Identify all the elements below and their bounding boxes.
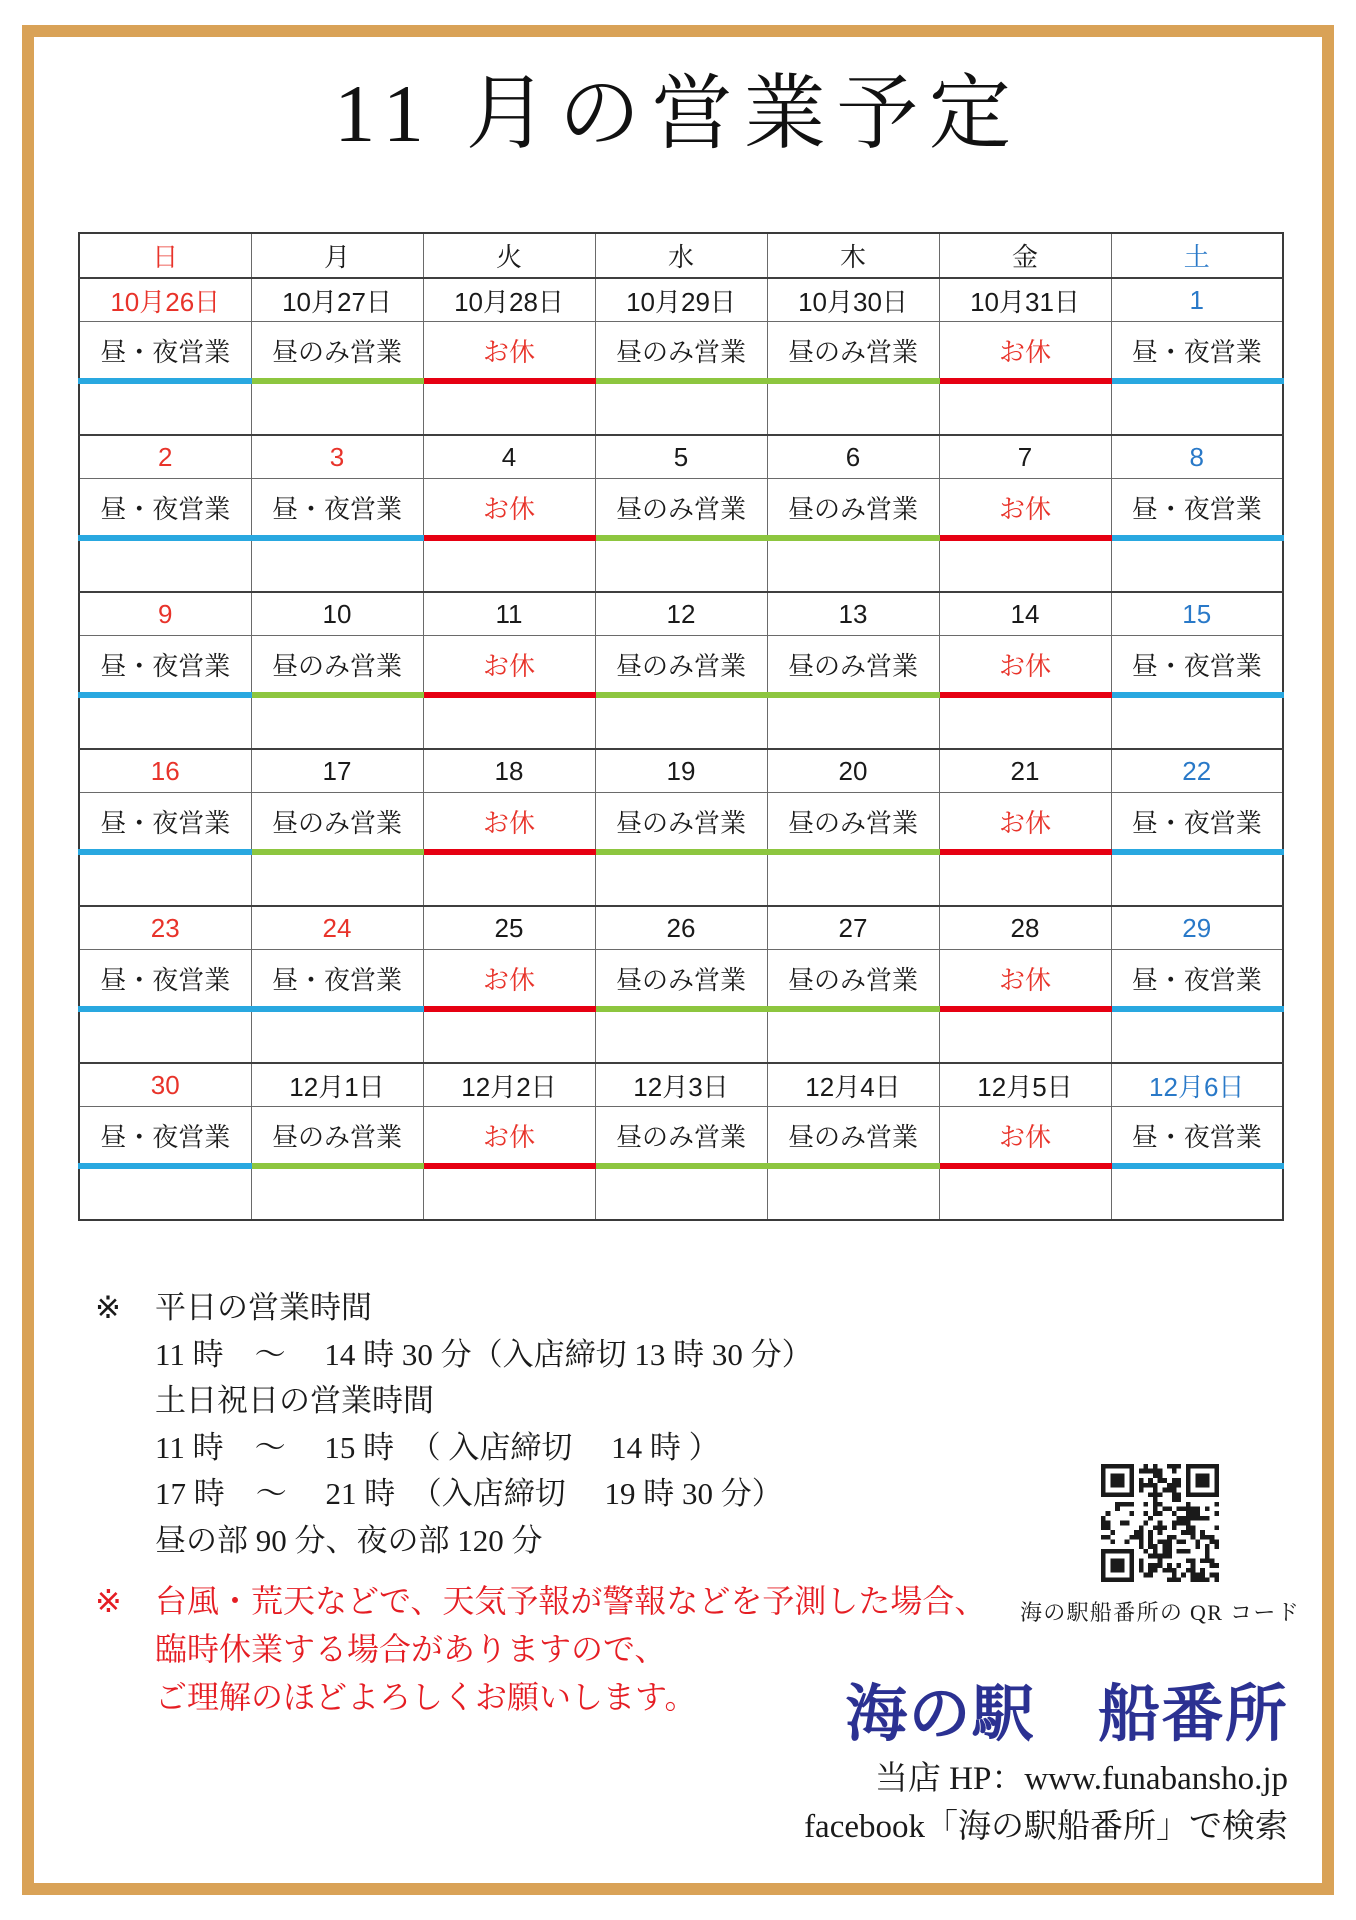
calendar-date-cell: 21	[939, 749, 1111, 793]
calendar-date-cell: 12	[595, 592, 767, 636]
calendar-empty-cell	[79, 852, 251, 906]
calendar-empty-cell	[939, 852, 1111, 906]
calendar-status-cell: 昼・夜営業	[1111, 793, 1283, 853]
calendar-status-cell: お休	[939, 479, 1111, 539]
calendar-status-cell: 昼・夜営業	[79, 636, 251, 696]
calendar-date-cell: 12月6日	[1111, 1063, 1283, 1107]
qr-section	[1010, 1464, 1310, 1627]
calendar-date-cell: 4	[423, 435, 595, 479]
calendar-status-cell: 昼のみ営業	[251, 636, 423, 696]
calendar-empty-cell	[595, 1166, 767, 1220]
day-header-cell: 火	[423, 233, 595, 278]
calendar-empty-cell	[423, 1009, 595, 1063]
calendar-date-cell: 10月30日	[767, 278, 939, 322]
calendar-date-cell: 15	[1111, 592, 1283, 636]
calendar-date-cell: 8	[1111, 435, 1283, 479]
calendar-status-cell: 昼のみ営業	[595, 793, 767, 853]
date-row	[79, 749, 1283, 793]
calendar-status-cell: お休	[423, 793, 595, 853]
text-line: 17 時 ～ 21 時 （入店締切 19 時 30 分）	[155, 1476, 783, 1511]
calendar-status-cell: 昼のみ営業	[767, 479, 939, 539]
calendar-empty-cell	[423, 852, 595, 906]
day-header-cell: 金	[939, 233, 1111, 278]
status-row	[79, 479, 1283, 539]
calendar-status-cell: 昼・夜営業	[79, 950, 251, 1010]
calendar-date-cell: 1	[1111, 278, 1283, 322]
calendar-date-cell: 12月4日	[767, 1063, 939, 1107]
homepage-url-text: 当店 HP：www.funabansho.jp	[874, 1761, 1288, 1797]
calendar-empty-cell	[595, 1009, 767, 1063]
calendar-empty-cell	[79, 1009, 251, 1063]
calendar-status-cell: お休	[423, 1107, 595, 1167]
text-line: 臨時休業する場合がありますので、	[155, 1631, 667, 1667]
warning-marker: ※	[95, 1583, 122, 1619]
calendar-status-cell: お休	[939, 950, 1111, 1010]
calendar-empty-cell	[423, 1166, 595, 1220]
calendar-empty-cell	[939, 1166, 1111, 1220]
calendar-date-cell: 10月29日	[595, 278, 767, 322]
calendar-empty-cell	[423, 695, 595, 749]
calendar-empty-cell	[251, 852, 423, 906]
calendar-date-cell: 6	[767, 435, 939, 479]
calendar-date-cell: 19	[595, 749, 767, 793]
text-line: 11 時 ～ 14 時 30 分（入店締切 13 時 30 分）	[155, 1336, 813, 1372]
status-row	[79, 636, 1283, 696]
calendar-status-cell: 昼のみ営業	[595, 322, 767, 382]
calendar-date-cell: 10月27日	[251, 278, 423, 322]
calendar-date-cell: 10	[251, 592, 423, 636]
text-line: 土日祝日の営業時間	[155, 1383, 434, 1418]
calendar-date-cell: 12月1日	[251, 1063, 423, 1107]
calendar-status-cell: お休	[939, 322, 1111, 382]
empty-row	[79, 695, 1283, 749]
calendar-date-cell: 30	[79, 1063, 251, 1107]
calendar-empty-cell	[767, 852, 939, 906]
calendar-status-cell: 昼・夜営業	[1111, 950, 1283, 1010]
calendar-date-cell: 10月26日	[79, 278, 251, 322]
calendar-status-cell: 昼のみ営業	[251, 793, 423, 853]
calendar-date-cell: 12月2日	[423, 1063, 595, 1107]
calendar-date-cell: 29	[1111, 906, 1283, 950]
calendar-header	[79, 233, 1283, 278]
status-row	[79, 322, 1283, 382]
status-row	[79, 950, 1283, 1010]
calendar-status-cell: 昼のみ営業	[595, 1107, 767, 1167]
calendar-status-cell: お休	[939, 793, 1111, 853]
calendar-date-cell: 22	[1111, 749, 1283, 793]
calendar-empty-cell	[1111, 1166, 1283, 1220]
calendar-date-cell: 3	[251, 435, 423, 479]
calendar-status-cell: 昼・夜営業	[1111, 322, 1283, 382]
calendar-empty-cell	[767, 538, 939, 592]
date-row	[79, 278, 1283, 322]
empty-row	[79, 1009, 1283, 1063]
calendar-empty-cell	[251, 538, 423, 592]
calendar-date-cell: 2	[79, 435, 251, 479]
day-header-cell: 土	[1111, 233, 1283, 278]
qr-code-icon	[1101, 1464, 1219, 1582]
calendar-date-cell: 12月3日	[595, 1063, 767, 1107]
date-row	[79, 435, 1283, 479]
facebook-search-text: facebook「海の駅船番所」で検索	[804, 1809, 1288, 1845]
day-header-cell: 木	[767, 233, 939, 278]
calendar-status-cell: 昼のみ営業	[595, 479, 767, 539]
empty-row	[79, 381, 1283, 435]
calendar-empty-cell	[79, 381, 251, 435]
calendar-empty-cell	[767, 1166, 939, 1220]
status-row	[79, 1107, 1283, 1167]
calendar-date-cell: 18	[423, 749, 595, 793]
calendar-empty-cell	[767, 381, 939, 435]
note-marker: ※	[95, 1290, 121, 1325]
calendar-date-cell: 10月31日	[939, 278, 1111, 322]
shop-logo: 海の駅 船番所	[845, 1681, 1288, 1749]
calendar-empty-cell	[251, 381, 423, 435]
calendar-empty-cell	[939, 538, 1111, 592]
business-schedule-calendar	[78, 232, 1284, 1221]
text-line: 昼の部 90 分、夜の部 120 分	[155, 1522, 543, 1558]
calendar-empty-cell	[251, 1166, 423, 1220]
calendar-empty-cell	[595, 695, 767, 749]
calendar-empty-cell	[595, 381, 767, 435]
calendar-date-cell: 27	[767, 906, 939, 950]
calendar-empty-cell	[79, 1166, 251, 1220]
calendar-date-cell: 25	[423, 906, 595, 950]
calendar-date-cell: 9	[79, 592, 251, 636]
calendar-empty-cell	[939, 1009, 1111, 1063]
calendar-status-cell: 昼・夜営業	[1111, 1107, 1283, 1167]
calendar-empty-cell	[1111, 538, 1283, 592]
day-header-row	[79, 233, 1283, 278]
calendar-date-cell: 26	[595, 906, 767, 950]
calendar-date-cell: 11	[423, 592, 595, 636]
calendar-date-cell: 12月5日	[939, 1063, 1111, 1107]
calendar-date-cell: 5	[595, 435, 767, 479]
calendar-empty-cell	[1111, 381, 1283, 435]
calendar-empty-cell	[595, 852, 767, 906]
calendar-status-cell: 昼・夜営業	[251, 950, 423, 1010]
calendar-date-cell: 24	[251, 906, 423, 950]
calendar-status-cell: 昼のみ営業	[767, 636, 939, 696]
calendar-date-cell: 10月28日	[423, 278, 595, 322]
calendar-status-cell: 昼のみ営業	[251, 1107, 423, 1167]
business-hours-note	[95, 1285, 813, 1564]
calendar-status-cell: 昼のみ営業	[767, 793, 939, 853]
calendar-status-cell: お休	[423, 322, 595, 382]
calendar-status-cell: 昼・夜営業	[1111, 479, 1283, 539]
calendar-status-cell: 昼のみ営業	[251, 322, 423, 382]
calendar-date-cell: 17	[251, 749, 423, 793]
calendar-empty-cell	[1111, 852, 1283, 906]
status-row	[79, 793, 1283, 853]
calendar-empty-cell	[251, 1009, 423, 1063]
calendar-status-cell: お休	[939, 1107, 1111, 1167]
calendar-body	[79, 278, 1283, 1220]
text-line: 平日の営業時間	[155, 1290, 372, 1325]
day-header-cell: 水	[595, 233, 767, 278]
calendar-status-cell: 昼・夜営業	[79, 479, 251, 539]
calendar-empty-cell	[595, 538, 767, 592]
empty-row	[79, 1166, 1283, 1220]
calendar-empty-cell	[767, 695, 939, 749]
calendar-status-cell: 昼のみ営業	[595, 950, 767, 1010]
calendar-status-cell: お休	[423, 636, 595, 696]
calendar-date-cell: 28	[939, 906, 1111, 950]
calendar-empty-cell	[79, 538, 251, 592]
calendar-date-cell: 14	[939, 592, 1111, 636]
calendar-empty-cell	[251, 695, 423, 749]
day-header-cell: 月	[251, 233, 423, 278]
calendar-status-cell: 昼のみ営業	[767, 950, 939, 1010]
empty-row	[79, 852, 1283, 906]
calendar-status-cell: 昼のみ営業	[767, 1107, 939, 1167]
calendar-status-cell: 昼・夜営業	[251, 479, 423, 539]
calendar-status-cell: お休	[939, 636, 1111, 696]
date-row	[79, 906, 1283, 950]
text-line: 台風・荒天などで、天気予報が警報などを予測した場合、	[155, 1583, 987, 1619]
calendar-empty-cell	[423, 538, 595, 592]
calendar-status-cell: 昼のみ営業	[595, 636, 767, 696]
date-row	[79, 1063, 1283, 1107]
day-header-cell: 日	[79, 233, 251, 278]
calendar-date-cell: 20	[767, 749, 939, 793]
calendar-status-cell: 昼のみ営業	[767, 322, 939, 382]
calendar-date-cell: 7	[939, 435, 1111, 479]
calendar-empty-cell	[1111, 1009, 1283, 1063]
page-title: 11 月の営業予定	[334, 68, 1022, 159]
calendar-date-cell: 13	[767, 592, 939, 636]
text-line: 11 時 ～ 15 時 （ 入店締切 14 時 ）	[155, 1429, 720, 1465]
calendar-date-cell: 16	[79, 749, 251, 793]
date-row	[79, 592, 1283, 636]
calendar-status-cell: 昼・夜営業	[79, 322, 251, 382]
calendar-empty-cell	[939, 695, 1111, 749]
calendar-empty-cell	[767, 1009, 939, 1063]
text-line: ご理解のほどよろしくお願いします。	[155, 1679, 697, 1715]
calendar-status-cell: 昼・夜営業	[79, 1107, 251, 1167]
qr-caption: 海の駅船番所の QR コード	[1019, 1600, 1301, 1625]
calendar-empty-cell	[79, 695, 251, 749]
calendar-status-cell: 昼・夜営業	[1111, 636, 1283, 696]
empty-row	[79, 538, 1283, 592]
calendar-status-cell: お休	[423, 950, 595, 1010]
calendar-empty-cell	[423, 381, 595, 435]
calendar-status-cell: 昼・夜営業	[79, 793, 251, 853]
business-hours-lines	[155, 1285, 813, 1564]
calendar-date-cell: 23	[79, 906, 251, 950]
calendar-empty-cell	[1111, 695, 1283, 749]
calendar-empty-cell	[939, 381, 1111, 435]
calendar-status-cell: お休	[423, 479, 595, 539]
